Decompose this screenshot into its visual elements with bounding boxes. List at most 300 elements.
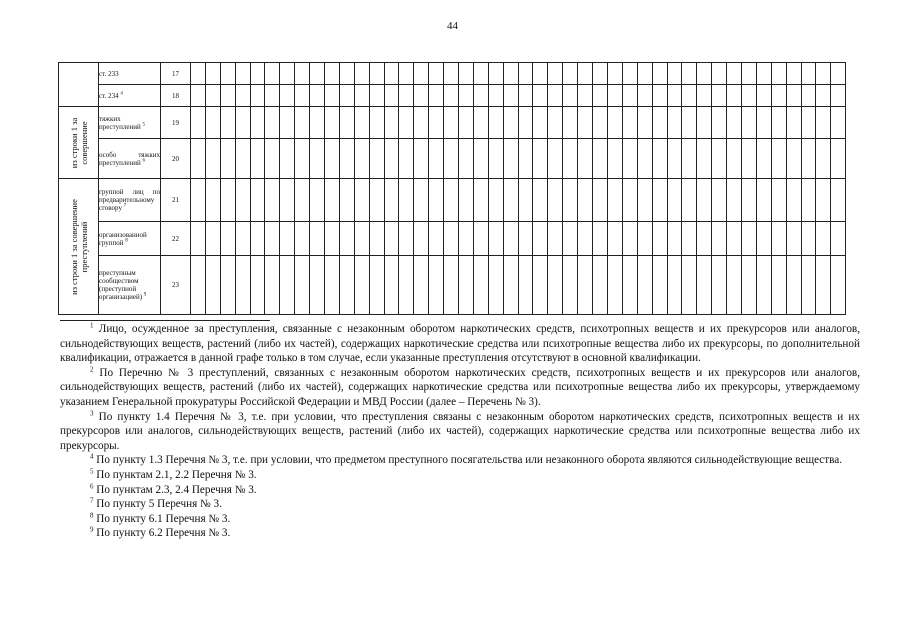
footnote-number: 3 (90, 408, 94, 417)
data-cell (667, 222, 682, 256)
data-cell (339, 256, 354, 315)
data-cell (622, 85, 637, 107)
data-cell (756, 222, 771, 256)
data-cell (622, 256, 637, 315)
footnote-ref: 5 (142, 122, 145, 128)
data-cell (295, 179, 310, 222)
data-cell (280, 256, 295, 315)
data-cell (667, 256, 682, 315)
data-cell (801, 63, 816, 85)
data-cell (429, 179, 444, 222)
data-cell (786, 179, 801, 222)
data-cell (191, 179, 206, 222)
data-cell (682, 179, 697, 222)
footnote-number: 7 (90, 496, 94, 505)
data-cell (563, 139, 578, 179)
row-label (99, 63, 161, 85)
data-cell (473, 179, 488, 222)
data-cell (265, 256, 280, 315)
data-cell (801, 139, 816, 179)
data-cell (459, 107, 474, 139)
data-cell (354, 63, 369, 85)
data-cell (831, 256, 846, 315)
row-code: 18 (161, 85, 191, 107)
row-code: 22 (161, 222, 191, 256)
data-cell (444, 107, 459, 139)
data-cell (652, 256, 667, 315)
data-cell (786, 85, 801, 107)
data-cell (414, 85, 429, 107)
data-cell (652, 107, 667, 139)
data-cell (831, 63, 846, 85)
page-number: 44 (447, 20, 458, 32)
data-cell (280, 107, 295, 139)
footnote-ref: 4 (120, 91, 123, 97)
footnote (60, 483, 860, 498)
data-cell (444, 179, 459, 222)
data-cell (518, 179, 533, 222)
data-cell (310, 222, 325, 256)
data-cell (310, 85, 325, 107)
footnote-text: По пункту 1.4 Перечня № 3, т.е. при условии, что преступления связаны с незаконным оборотом наркотических средств, психотропных веществ и их прекурсоров или аналогов, сильнодействующих веществ, растений (либо их частей), содержащих наркотические средства или психотропные вещества либо их прекурсоры. (60, 410, 860, 452)
data-cell (369, 63, 384, 85)
row-label (99, 222, 161, 256)
data-cell (325, 63, 340, 85)
table-row (59, 85, 846, 107)
data-cell (429, 139, 444, 179)
data-cell (339, 179, 354, 222)
data-cell (339, 63, 354, 85)
footnotes (60, 320, 860, 541)
data-cell (578, 107, 593, 139)
data-cell (518, 107, 533, 139)
data-cell (205, 107, 220, 139)
footnote-text: По пункту 6.1 Перечня № 3. (96, 512, 231, 525)
data-cell (414, 222, 429, 256)
data-cell (756, 256, 771, 315)
data-cell (816, 139, 831, 179)
data-cell (652, 139, 667, 179)
data-cell (354, 256, 369, 315)
footnote (60, 453, 860, 468)
data-cell (369, 139, 384, 179)
data-cell (831, 222, 846, 256)
data-cell (682, 63, 697, 85)
data-cell (533, 107, 548, 139)
data-cell (220, 85, 235, 107)
data-cell (235, 85, 250, 107)
data-cell (801, 222, 816, 256)
data-cell (369, 107, 384, 139)
data-cell (265, 85, 280, 107)
data-cell (399, 107, 414, 139)
statistics-table (58, 62, 846, 315)
data-cell (280, 179, 295, 222)
data-cell (518, 222, 533, 256)
row-code: 20 (161, 139, 191, 179)
data-cell (220, 256, 235, 315)
footnote-number: 9 (90, 525, 94, 534)
footnote-text: По пункту 5 Перечня № 3. (96, 498, 222, 511)
footnote (60, 410, 860, 454)
data-cell (205, 139, 220, 179)
data-cell (741, 222, 756, 256)
data-cell (339, 139, 354, 179)
data-cell (771, 63, 786, 85)
data-cell (503, 107, 518, 139)
data-cell (607, 222, 622, 256)
data-cell (622, 139, 637, 179)
data-cell (220, 63, 235, 85)
data-cell (429, 107, 444, 139)
footnote-number: 6 (90, 481, 94, 490)
data-cell (756, 63, 771, 85)
footnote-text: По пунктам 2.3, 2.4 Перечня № 3. (96, 483, 257, 496)
data-cell (191, 256, 206, 315)
data-cell (444, 256, 459, 315)
data-cell (578, 179, 593, 222)
data-cell (816, 179, 831, 222)
data-cell (712, 179, 727, 222)
data-cell (712, 107, 727, 139)
data-cell (399, 139, 414, 179)
data-cell (191, 139, 206, 179)
footnote-number: 8 (90, 510, 94, 519)
data-cell (831, 85, 846, 107)
data-cell (771, 85, 786, 107)
data-cell (533, 63, 548, 85)
data-cell (444, 222, 459, 256)
footnote (60, 366, 860, 410)
footnote-text: По Перечню № 3 преступлений, связанных с незаконным оборотом наркотических средств, психотропных веществ и их прекурсоров или аналогов, сильнодействующих веществ, растений (либо их частей), содержащих наркотические средства или психотропные вещества либо их прекурсоры, утверждаемому указанием Генеральной прокуратуры Российской Федерации и МВД России (далее – Перечень № 3). (60, 366, 861, 408)
data-cell (265, 179, 280, 222)
data-cell (310, 107, 325, 139)
data-cell (191, 85, 206, 107)
data-cell (786, 256, 801, 315)
data-cell (414, 256, 429, 315)
data-cell (637, 222, 652, 256)
data-cell (369, 179, 384, 222)
row-label-text: преступным сообществом (преступной организацией) (99, 269, 143, 301)
data-cell (637, 256, 652, 315)
row-code: 21 (161, 179, 191, 222)
data-cell (697, 85, 712, 107)
data-cell (771, 107, 786, 139)
data-cell (741, 63, 756, 85)
footnote (60, 322, 860, 366)
row-code: 17 (161, 63, 191, 85)
footnote-ref: 7 (123, 203, 127, 209)
data-cell (473, 63, 488, 85)
data-cell (488, 139, 503, 179)
data-cell (816, 107, 831, 139)
data-cell (697, 139, 712, 179)
data-cell (220, 222, 235, 256)
data-cell (533, 85, 548, 107)
data-cell (727, 139, 742, 179)
data-cell (369, 256, 384, 315)
data-cell (503, 179, 518, 222)
data-cell (459, 139, 474, 179)
data-cell (712, 139, 727, 179)
data-cell (563, 256, 578, 315)
data-cell (265, 222, 280, 256)
data-cell (697, 179, 712, 222)
data-cell (667, 139, 682, 179)
data-cell (414, 179, 429, 222)
data-cell (295, 256, 310, 315)
data-cell (518, 85, 533, 107)
data-cell (548, 256, 563, 315)
data-cell (697, 222, 712, 256)
data-cell (325, 222, 340, 256)
data-cell (191, 107, 206, 139)
data-cell (578, 63, 593, 85)
data-cell (667, 179, 682, 222)
table-row (59, 179, 846, 222)
data-cell (712, 63, 727, 85)
data-cell (414, 107, 429, 139)
data-cell (548, 107, 563, 139)
data-cell (652, 63, 667, 85)
data-cell (816, 256, 831, 315)
data-cell (488, 222, 503, 256)
data-cell (786, 107, 801, 139)
data-cell (637, 107, 652, 139)
data-cell (473, 85, 488, 107)
data-cell (384, 107, 399, 139)
data-cell (295, 139, 310, 179)
data-cell (548, 139, 563, 179)
data-cell (250, 256, 265, 315)
data-cell (459, 63, 474, 85)
data-cell (250, 179, 265, 222)
data-cell (831, 179, 846, 222)
data-cell (712, 256, 727, 315)
data-cell (310, 179, 325, 222)
data-cell (533, 222, 548, 256)
data-cell (325, 179, 340, 222)
row-label-text: тяжких преступлений (99, 114, 141, 131)
data-cell (533, 256, 548, 315)
footnote-text: По пункту 1.3 Перечня № 3, т.е. при условии, что предметом преступного посягательства или незаконного оборота являются сильнодействующие вещества. (96, 454, 843, 467)
data-cell (593, 63, 608, 85)
data-cell (831, 139, 846, 179)
data-cell (384, 63, 399, 85)
data-cell (280, 222, 295, 256)
row-group-label-line: из строки 1 за (68, 117, 79, 168)
data-cell (801, 107, 816, 139)
data-cell (518, 256, 533, 315)
data-cell (697, 63, 712, 85)
data-cell (399, 179, 414, 222)
data-cell (310, 63, 325, 85)
row-label-text: группой лиц по предварительному сговору (99, 188, 160, 212)
data-cell (235, 63, 250, 85)
data-cell (682, 256, 697, 315)
data-cell (384, 179, 399, 222)
data-cell (220, 179, 235, 222)
data-cell (503, 63, 518, 85)
data-cell (399, 256, 414, 315)
data-cell (280, 85, 295, 107)
data-cell (622, 63, 637, 85)
row-group-header (59, 107, 99, 179)
data-cell (727, 63, 742, 85)
data-cell (295, 85, 310, 107)
data-cell (533, 139, 548, 179)
data-cell (444, 63, 459, 85)
row-group-label-line: совершение (78, 120, 89, 165)
data-cell (682, 107, 697, 139)
data-cell (250, 107, 265, 139)
data-cell (593, 179, 608, 222)
data-cell (384, 139, 399, 179)
row-group-label-line: преступлений (78, 221, 89, 272)
data-cell (652, 85, 667, 107)
data-cell (354, 85, 369, 107)
data-cell (607, 179, 622, 222)
data-cell (280, 139, 295, 179)
data-cell (205, 85, 220, 107)
data-cell (473, 139, 488, 179)
data-cell (459, 256, 474, 315)
data-cell (369, 85, 384, 107)
data-cell (414, 63, 429, 85)
data-cell (473, 107, 488, 139)
row-label-text: ст. 233 (99, 69, 119, 78)
footnote (60, 512, 860, 527)
data-cell (682, 139, 697, 179)
data-cell (741, 85, 756, 107)
footnote-ref: 9 (143, 292, 147, 298)
data-cell (652, 179, 667, 222)
data-cell (429, 222, 444, 256)
footnote-number: 1 (90, 321, 94, 330)
data-cell (756, 139, 771, 179)
data-cell (310, 139, 325, 179)
data-cell (444, 139, 459, 179)
data-cell (667, 63, 682, 85)
row-group-label (69, 117, 89, 167)
row-label-text: ст. 234 (99, 91, 119, 100)
data-cell (205, 222, 220, 256)
data-cell (801, 179, 816, 222)
data-cell (756, 85, 771, 107)
data-cell (697, 256, 712, 315)
data-cell (235, 107, 250, 139)
data-cell (637, 63, 652, 85)
data-cell (459, 179, 474, 222)
data-cell (741, 256, 756, 315)
data-cell (235, 256, 250, 315)
data-cell (578, 139, 593, 179)
data-cell (637, 179, 652, 222)
row-code: 19 (161, 107, 191, 139)
data-cell (414, 139, 429, 179)
data-cell (831, 107, 846, 139)
data-cell (786, 63, 801, 85)
row-label (99, 179, 161, 222)
table-row (59, 256, 846, 315)
data-cell (622, 107, 637, 139)
data-cell (295, 63, 310, 85)
data-cell (801, 256, 816, 315)
data-cell (816, 222, 831, 256)
footnote-ref: 8 (125, 238, 128, 244)
data-cell (622, 179, 637, 222)
data-cell (727, 85, 742, 107)
data-cell (325, 85, 340, 107)
data-cell (310, 256, 325, 315)
data-cell (578, 222, 593, 256)
data-cell (801, 85, 816, 107)
data-cell (563, 85, 578, 107)
data-cell (771, 179, 786, 222)
data-cell (295, 107, 310, 139)
data-cell (786, 222, 801, 256)
row-group-label-line: из строки 1 за совершение (68, 198, 79, 295)
data-cell (325, 107, 340, 139)
data-cell (637, 85, 652, 107)
footnote-number: 5 (90, 467, 94, 476)
data-cell (339, 222, 354, 256)
data-cell (265, 139, 280, 179)
row-label (99, 85, 161, 107)
data-cell (295, 222, 310, 256)
data-cell (339, 85, 354, 107)
data-cell (756, 179, 771, 222)
data-cell (622, 222, 637, 256)
footnote-text: По пункту 6.2 Перечня № 3. (96, 527, 231, 540)
data-cell (399, 85, 414, 107)
footnote (60, 526, 860, 541)
row-group-header (59, 179, 99, 315)
data-cell (250, 139, 265, 179)
data-cell (727, 107, 742, 139)
data-cell (488, 63, 503, 85)
data-cell (771, 256, 786, 315)
data-cell (459, 222, 474, 256)
data-cell (429, 85, 444, 107)
table-row (59, 107, 846, 139)
data-cell (205, 179, 220, 222)
data-cell (488, 107, 503, 139)
data-cell (235, 139, 250, 179)
data-cell (756, 107, 771, 139)
data-cell (399, 222, 414, 256)
data-cell (488, 85, 503, 107)
data-cell (325, 256, 340, 315)
data-cell (325, 139, 340, 179)
table-row (59, 222, 846, 256)
data-cell (339, 107, 354, 139)
footnote-ref: 6 (142, 158, 145, 164)
data-cell (563, 179, 578, 222)
data-cell (235, 179, 250, 222)
data-cell (354, 139, 369, 179)
data-cell (816, 85, 831, 107)
data-cell (205, 256, 220, 315)
data-cell (548, 63, 563, 85)
data-cell (250, 85, 265, 107)
data-cell (593, 85, 608, 107)
data-cell (205, 63, 220, 85)
data-cell (191, 222, 206, 256)
table-row (59, 139, 846, 179)
data-cell (548, 85, 563, 107)
row-label-text: организованной группой (99, 230, 147, 247)
